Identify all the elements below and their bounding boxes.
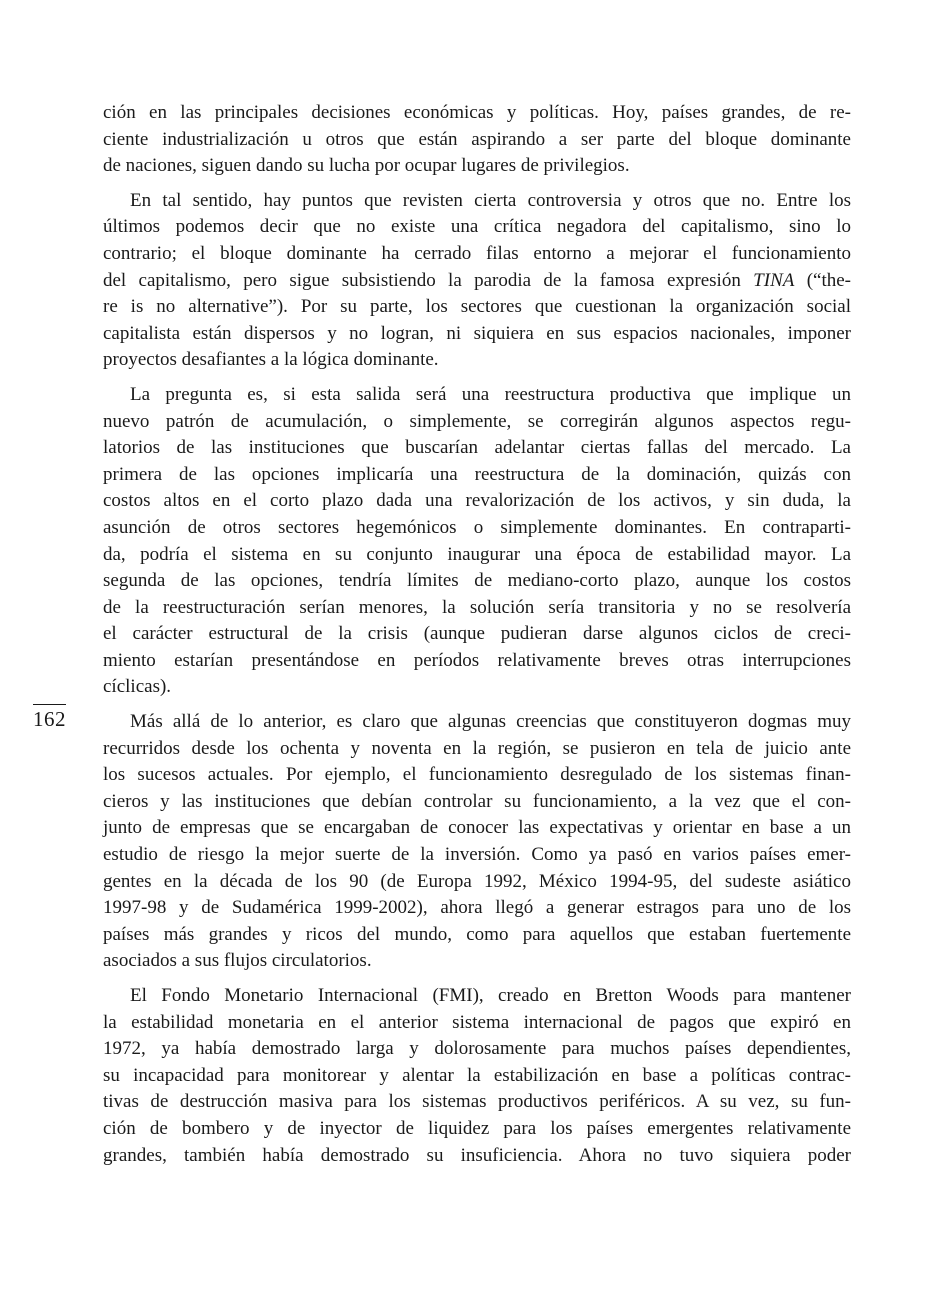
text-line: estudio de riesgo la mejor suerte de la inversión. Como ya pasó en varios países emer-: [103, 844, 851, 866]
text-line: segunda de las opciones, tendría límites de mediano-corto plazo, aunque los costos: [103, 570, 851, 592]
text-line: En tal sentido, hay puntos que revisten cierta controversia y otros que no. Entre los: [130, 189, 851, 211]
text-line: 1997-98 y de Sudamérica 1999-2002), ahora llegó a generar estragos para uno de los: [103, 897, 851, 919]
text-line: ción en las principales decisiones económicas y políticas. Hoy, países grandes, de re-: [103, 102, 851, 123]
paragraph-5: [103, 983, 851, 1169]
text-line: miento estarían presentándose en períodos relativamente breves otras interrupciones: [103, 649, 851, 671]
text-line: cíclicas).: [103, 676, 172, 698]
text-line: Más allá de lo anterior, es claro que algunas creencias que constituyeron dogmas muy: [130, 711, 851, 733]
text-line: junto de empresas que se encargaban de conocer las expectativas y orientar en base a un: [103, 817, 851, 839]
text-line: su incapacidad para monitorear y alentar la estabilización en base a políticas contrac-: [103, 1064, 851, 1086]
text-segment: del capitalismo, pero sigue subsistiendo la parodia de la famosa expresión: [103, 269, 741, 291]
text-line: ción de bombero y de inyector de liquidez para los países emergentes relativamente: [103, 1117, 851, 1139]
text-line: asociados a sus flujos circulatorios.: [103, 950, 372, 972]
text-line: cieros y las instituciones que debían controlar su funcionamiento, a la vez que el con-: [103, 790, 851, 812]
text-line: 1972, ya había demostrado larga y dolorosamente para muchos países dependientes,: [103, 1038, 851, 1060]
text-line: nuevo patrón de acumulación, o simplemente, se corregirán algunos aspectos regu-: [103, 410, 851, 432]
text-segment: (“the-: [794, 269, 851, 291]
text-line: recurridos desde los ochenta y noventa en la región, se pusieron en tela de juicio ante: [103, 737, 851, 759]
text-line: la estabilidad monetaria en el anterior sistema internacional de pagos que expiró en: [103, 1011, 851, 1033]
text-line: ciente industrialización u otros que están aspirando a ser parte del bloque dominante: [103, 128, 851, 150]
paragraph-1: [103, 100, 851, 180]
paragraph-3: [103, 382, 851, 701]
body-text: [103, 100, 851, 1177]
text-line: latorios de las instituciones que buscarían adelantar ciertas fallas del mercado. La: [103, 437, 851, 459]
page-number-rule: [33, 704, 66, 705]
text-line: de la reestructuración serían menores, la solución sería transitoria y no se resolvería: [103, 596, 851, 618]
text-line: proyectos desafiantes a la lógica dominante.: [103, 349, 439, 371]
text-line: grandes, también había demostrado su insuficiencia. Ahora no tuvo siquiera poder: [103, 1144, 851, 1166]
text-line: primera de las opciones implicaría una reestructura de la dominación, quizás con: [103, 463, 851, 485]
text-line: últimos podemos decir que no existe una crítica negadora del capitalismo, sino lo: [103, 216, 851, 238]
text-line: de naciones, siguen dando su lucha por ocupar lugares de privilegios.: [103, 155, 630, 177]
text-line: re is no alternative”). Por su parte, los sectores que cuestionan la organización social: [103, 296, 851, 318]
paragraph-2: [103, 188, 851, 374]
text-line: asunción de otros sectores hegemónicos o simplemente dominantes. En contraparti-: [103, 516, 851, 538]
text-line: La pregunta es, si esta salida será una reestructura productiva que implique un: [130, 383, 851, 405]
text-line: costos altos en el corto plazo dada una revalorización de los activos, y sin duda, la: [103, 490, 851, 512]
paragraph-4: [103, 709, 851, 975]
text-line: los sucesos actuales. Por ejemplo, el funcionamiento desregulado de los sistemas finan-: [103, 764, 851, 786]
text-line: contrario; el bloque dominante ha cerrado filas entorno a mejorar el funcionamiento: [103, 242, 851, 264]
italic-term: TINA: [753, 269, 795, 291]
text-line: El Fondo Monetario Internacional (FMI), creado en Bretton Woods para mantener: [130, 985, 851, 1006]
page-number: 162: [33, 707, 66, 731]
text-line-with-italic: [103, 268, 851, 295]
text-line: tivas de destrucción masiva para los sistemas productivos periféricos. A su vez, su fun-: [103, 1091, 851, 1113]
text-line: da, podría el sistema en su conjunto inaugurar una época de estabilidad mayor. La: [103, 543, 851, 565]
text-line: el carácter estructural de la crisis (aunque pudieran darse algunos ciclos de creci-: [103, 623, 851, 645]
text-line: países más grandes y ricos del mundo, como para aquellos que estaban fuertemente: [103, 923, 851, 945]
text-line: capitalista están dispersos y no logran, ni siquiera en sus espacios nacionales, imponer: [103, 322, 851, 344]
text-line: gentes en la década de los 90 (de Europa 1992, México 1994-95, del sudeste asiático: [103, 870, 851, 892]
